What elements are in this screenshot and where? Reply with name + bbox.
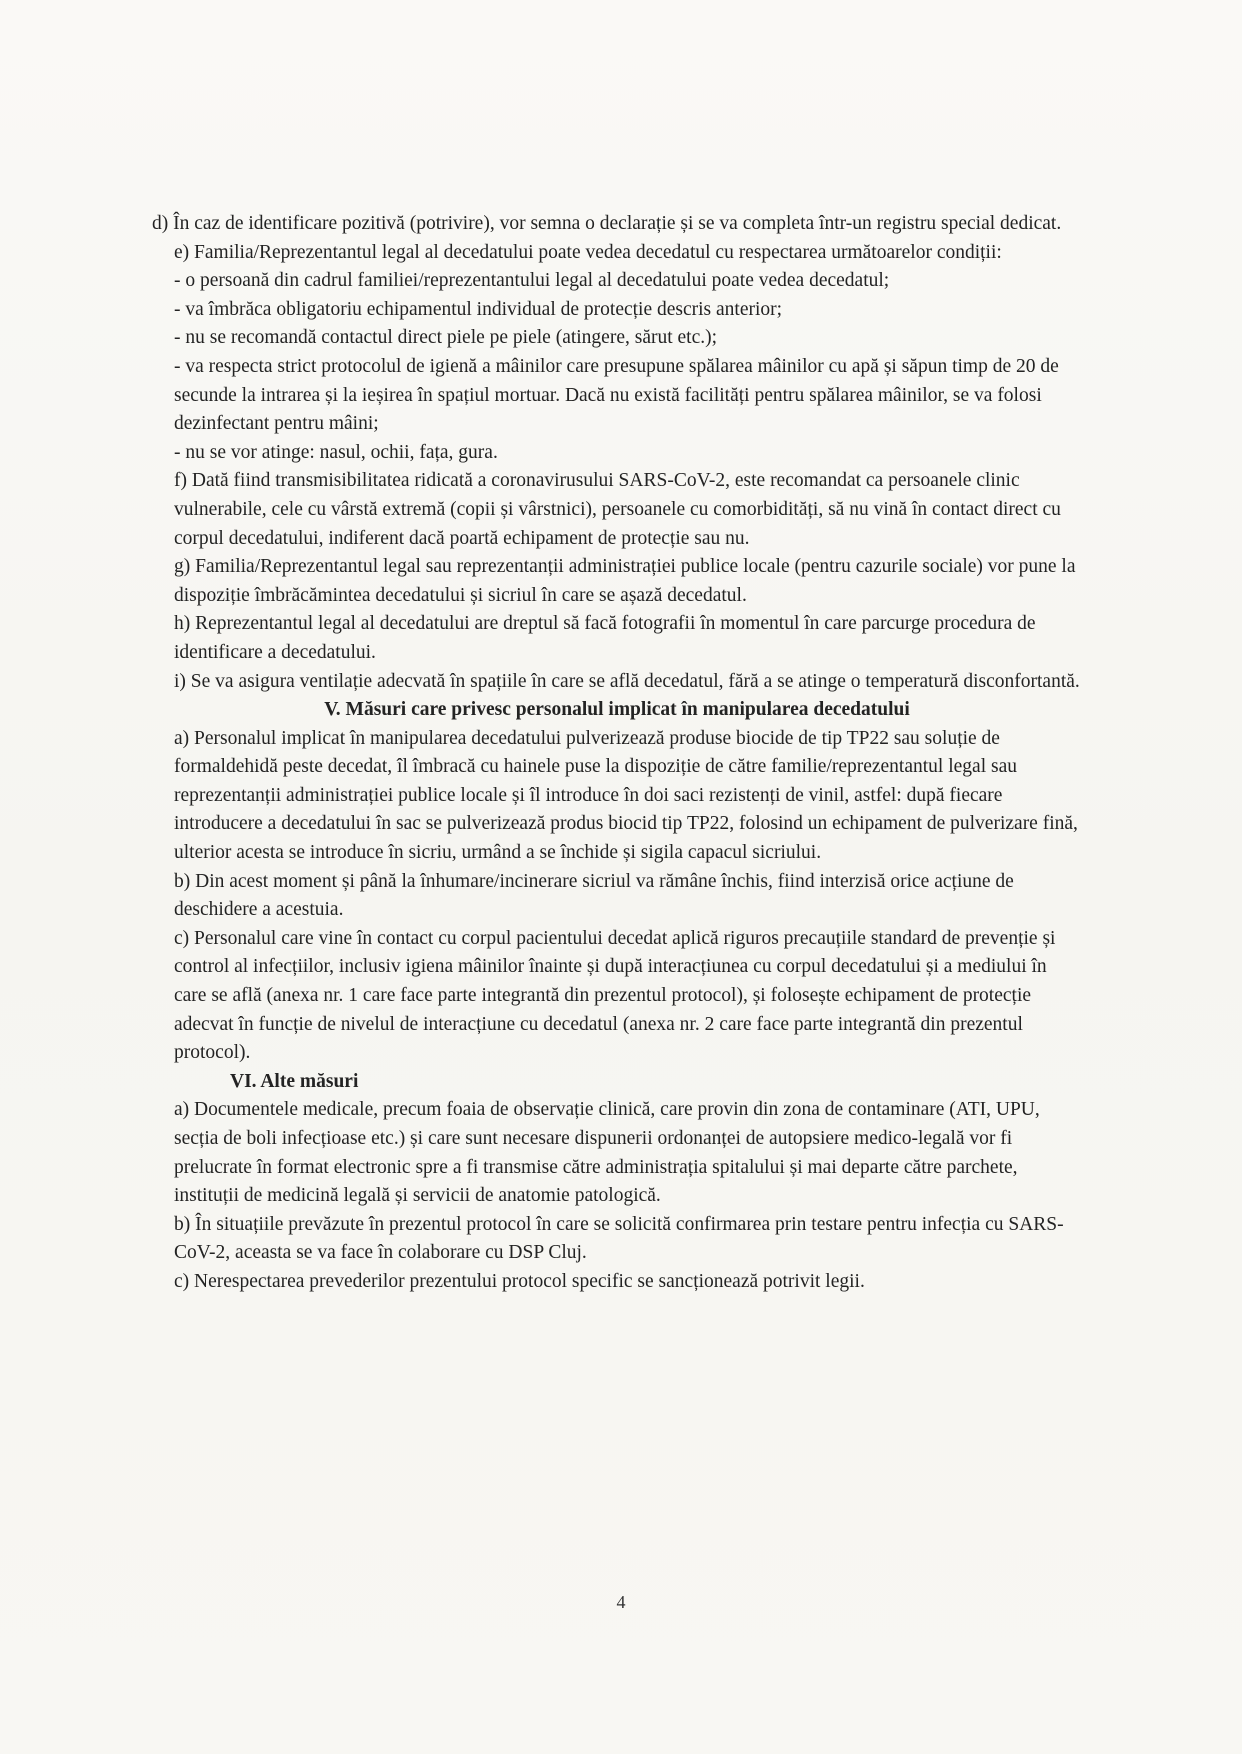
paragraph-h: h) Reprezentantul legal al decedatului are dreptul să facă fotografii în momentul în care parcurge procedura de identificare a decedatului. [174,613,1036,663]
paragraph-va: a) Personalul implicat în manipularea decedatului pulverizează produse biocide de tip TP22 sau soluție de formaldehidă peste decedat, îl îmbracă cu hainele puse la dispoziție de către familie/reprezentantul legal sau reprezentanții administrației publice locale și îl introduce în doi saci rezistenți de vinil, astfel: după fiecare introducere a decedatului în sac se pulverizează produs biocid tip TP22, folosind un echipament de pulverizare fină, ulterior acesta se introduce în sicriu, urmând a se închide și sigila capacul sicriului. [174,727,1078,864]
paragraph-e1: - o persoană din cadrul familiei/reprezentantului legal al decedatului poate vedea decedatul; [174,270,890,292]
paragraph-e5: - nu se vor atinge: nasul, ochii, fața, gura. [174,441,498,463]
paragraph-i: i) Se va asigura ventilație adecvată în spațiile în care se află decedatul, fără a se atinge o temperatură disconfortantă. [174,670,1080,692]
paragraph-e: e) Familia/Reprezentantul legal al decedatului poate vedea decedatul cu respectarea următoarelor condiții: [174,241,1002,263]
page-number: 4 [616,1592,626,1612]
paragraph-vib: b) În situațiile prevăzute în prezentul protocol în care se solicită confirmarea prin testare pentru infecția cu SARS-CoV-2, aceasta se va face în colaborare cu DSP Cluj. [174,1213,1064,1264]
document-body [152,210,1082,1297]
paragraph-d: d) În caz de identificare pozitivă (potrivire), vor semna o declarație și se va completa într-un registru special dedicat. [152,213,1062,234]
paragraph-e4: - va respecta strict protocolul de igienă a mâinilor care presupune spălarea mâinilor cu apă și săpun timp de 20 de secunde la intrarea și la ieșirea în spațiul mortuar. Dacă nu există facilități pentru spălarea mâinilor, se va folosi dezinfectant pentru mâini; [174,355,1059,435]
paragraph-via: a) Documentele medicale, precum foaia de observație clinică, care provin din zona de contaminare (ATI, UPU, secția de boli infecțioase etc.) și care sunt necesare dispunerii ordonanței de autopsiere medico-legală vor fi prelucrate în format electronic spre a fi transmise către administrația spitalului și mai departe către parchete, instituții de medicină legală și servicii de anatomie patologică. [174,1099,1040,1207]
paragraph-e2: - va îmbrăca obligatoriu echipamentul individual de protecție descris anterior; [174,298,783,320]
paragraph-e3: - nu se recomandă contactul direct piele pe piele (atingere, sărut etc.); [174,327,718,349]
section-heading: V. Măsuri care privesc personalul implicat în manipularea decedatului [324,699,910,721]
paragraph-g: g) Familia/Reprezentantul legal sau reprezentanții administrației publice locale (pentru cazurile sociale) vor pune la dispoziție îmbrăcămintea decedatului și sicriul în care se așază decedatul. [174,556,1076,606]
paragraph-vic: c) Nerespectarea prevederilor prezentului protocol specific se sancționează potrivit legii. [174,1270,865,1292]
paragraph-vc: c) Personalul care vine în contact cu corpul pacientului decedat aplică riguros precauțiile standard de prevenție și control al infecțiilor, inclusiv igiena mâinilor înainte și după interacțiunea cu corpul decedatului și a mediului în care se află (anexa nr. 1 care face parte integrantă din prezentul protocol), și folosește echipament de protecție adecvat în funcție de nivelul de interacțiune cu decedatul (anexa nr. 2 care face parte integrantă din prezentul protocol). [174,927,1056,1064]
section-heading: VI. Alte măsuri [230,1070,359,1092]
paragraph-f: f) Dată fiind transmisibilitatea ridicată a coronavirusului SARS-CoV-2, este recomandat ca persoanele clinic vulnerabile, cele cu vârstă extremă (copii și vârstnici), persoanele cu comorbidități, să nu vină în contact direct cu corpul decedatului, indiferent dacă poartă echipament de protecție sau nu. [174,470,1061,549]
paragraph-vb: b) Din acest moment și până la înhumare/incinerare sicriul va rămâne închis, fiind interzisă orice acțiune de deschidere a acestuia. [174,870,1014,921]
